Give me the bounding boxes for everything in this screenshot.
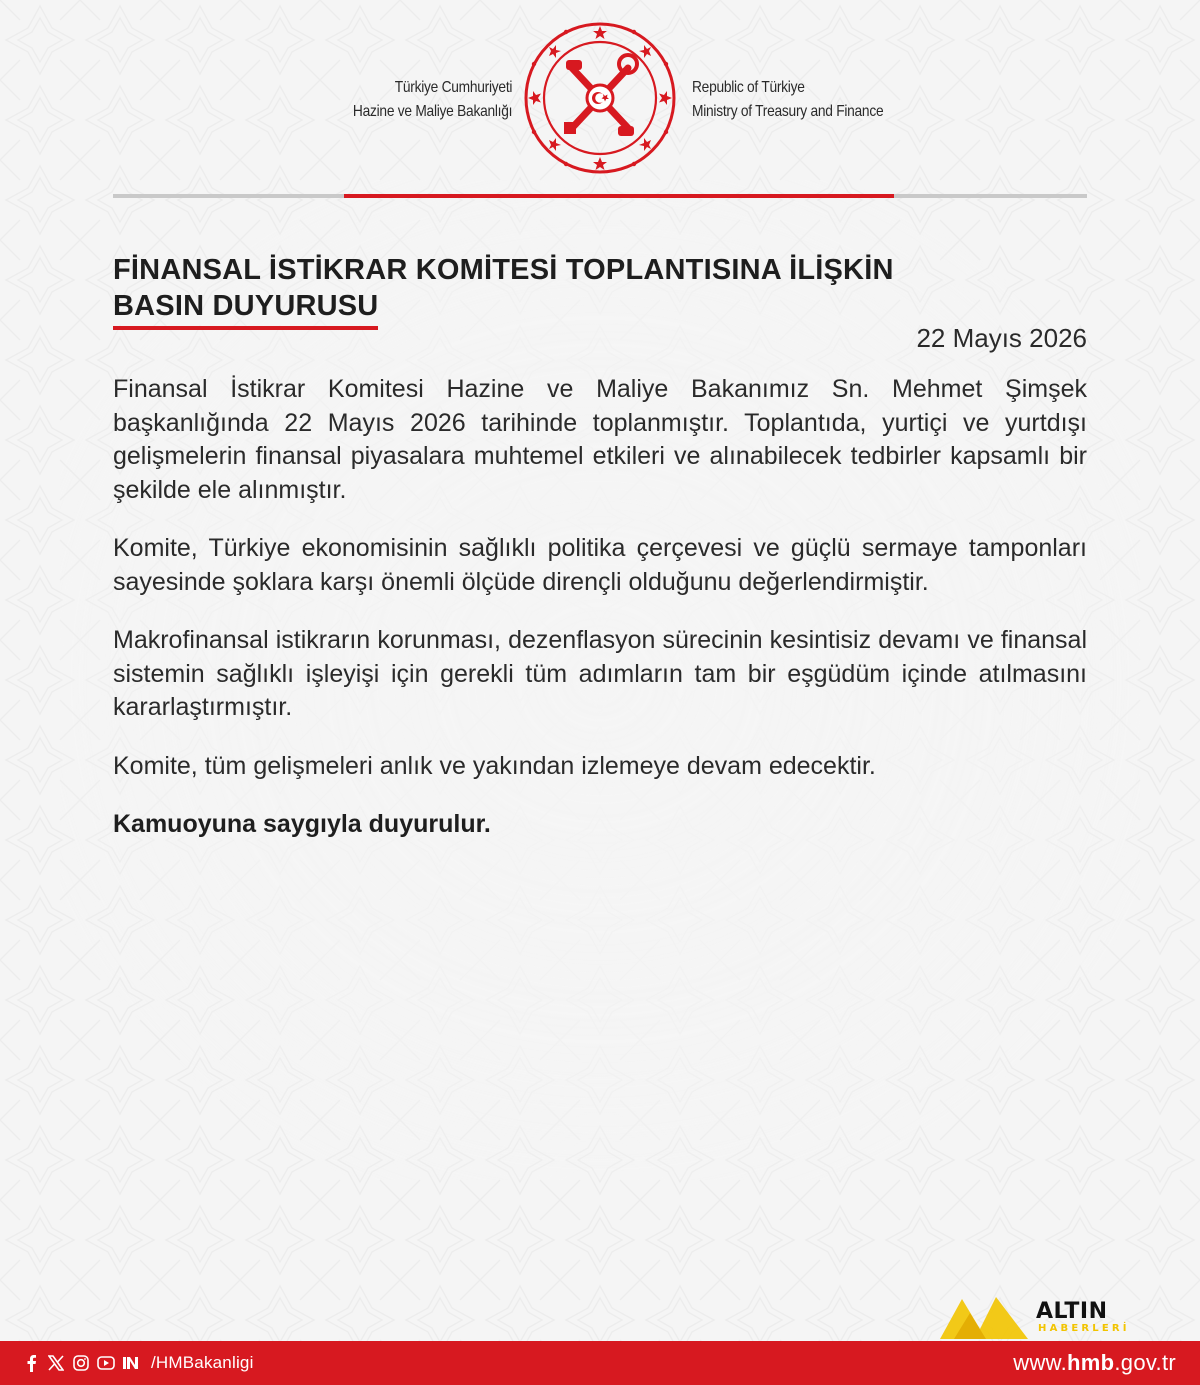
title-line-2: BASIN DUYURUSU [113,288,378,330]
org-name-en [692,76,883,124]
footer-bar [0,1341,1200,1385]
site-domain: hmb [1067,1350,1115,1375]
letterhead [0,0,1200,200]
org-name-en-line1: Republic of Türkiye [692,79,805,96]
paragraph-1: Finansal İstikrar Komitesi Hazine ve Maliye Bakanımız Sn. Mehmet Şimşek başkanlığında 22 Mayıs 2026 tarihinde toplanmıştır. Toplantıda, yurtiçi ve yurtdışı gelişmelerin finansal piyasalara muhtemel etkileri ve alınabilecek tedbirler kapsamlı bir şekilde ele alınmıştır. [113,375,1087,504]
document-body [113,373,1087,867]
social-links [22,1341,254,1385]
watermark-sub: HABERLERİ [1038,1323,1130,1334]
title-line-1: FİNANSAL İSTİKRAR KOMİTESİ TOPLANTISINA İLİŞKİN [113,254,894,286]
nsosyal-icon[interactable] [122,1354,140,1372]
site-prefix: www. [1013,1350,1068,1375]
facebook-icon[interactable] [22,1354,40,1372]
x-icon[interactable] [47,1354,65,1372]
org-name-tr-line1: Türkiye Cumhuriyeti [394,79,512,96]
document-date: 22 Mayıs 2026 [916,323,1087,353]
ministry-seal-icon [520,18,680,178]
closing-statement: Kamuoyuna saygıyla duyurulur. [113,810,491,838]
paragraph-3: Makrofinansal istikrarın korunması, dezenflasyon sürecinin kesintisiz devamı ve finansal sistemin sağlıklı işleyişi için gerekli tüm adımların tam bir eşgüdüm içinde atılmasını kararlaştırmıştır. [113,626,1087,721]
header-divider-accent [344,194,894,198]
youtube-icon[interactable] [97,1354,115,1372]
org-name-tr-line2: Hazine ve Maliye Bakanlığı [352,103,512,120]
site-suffix: .gov.tr [1114,1350,1176,1375]
paragraph-4: Komite, tüm gelişmeleri anlık ve yakından izlemeye devam edecektir. [113,751,876,780]
org-name-en-line2: Ministry of Treasury and Finance [692,103,884,120]
paragraph-2: Komite, Türkiye ekonomisinin sağlıklı politika çerçevesi ve güçlü sermaye tamponları sayesinde şoklara karşı önemli ölçüde dirençli olduğunu değerlendirmiştir. [113,534,1087,596]
instagram-icon[interactable] [72,1354,90,1372]
website-link[interactable] [1013,1341,1176,1385]
social-handle[interactable]: /HMBakanligi [151,1353,254,1372]
watermark-brand: ALTIN [1036,1299,1108,1324]
document-title [113,252,1087,330]
org-name-tr [353,76,512,124]
